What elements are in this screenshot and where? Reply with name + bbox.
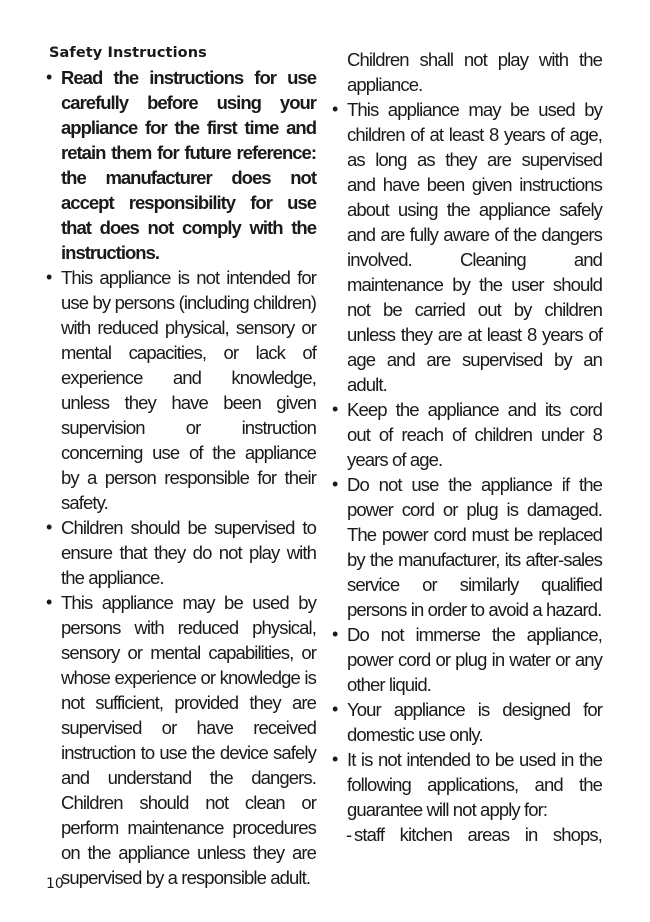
instruction-text: This appliance may be used by children of at least 8 years of age, as long as they are supervised and have been given instructions about using the appliance safely and are fully aware of the dangers involved. Cleaning and maintenance by the user should not be carried out by children unless they are at least 8 years of age and are supervised by an adult. bbox=[347, 99, 602, 395]
instruction-item-children-8-years bbox=[332, 97, 602, 397]
instruction-item-children-supervised bbox=[46, 515, 316, 590]
instruction-text: Do not use the appliance if the power cord or plug is damaged. The power cord must be replaced by the manufacturer, its after-sales service or similarly qualified persons in order to avoid a hazard. bbox=[347, 474, 602, 620]
section-heading: Safety Instructions bbox=[49, 45, 207, 61]
left-column bbox=[46, 65, 316, 890]
bullet-icon: • bbox=[46, 67, 52, 87]
bullet-icon: • bbox=[46, 517, 52, 537]
bullet-icon: • bbox=[46, 592, 52, 612]
instruction-item-do-not-immerse bbox=[332, 622, 602, 697]
bullet-icon: • bbox=[332, 749, 338, 769]
instruction-text: This appliance is not intended for use by persons (including children) with reduced physical, sensory or mental capacities, or lack of experience and knowledge, unless they have been given supervision or instruction concerning use of the appliance by a person responsible for their safety. bbox=[61, 267, 316, 513]
instruction-text: It is not intended to be used in the following applications, and the guarantee will not apply for: bbox=[347, 749, 602, 820]
instruction-item-not-intended-for-persons bbox=[46, 265, 316, 515]
instruction-text: Children should be supervised to ensure that they do not play with the appliance. bbox=[61, 517, 316, 588]
instruction-text: Read the instructions for use carefully before using your appliance for the first time and retain them for future reference: the manufacturer does not accept responsibility for use that does not comply with the instructions. bbox=[61, 67, 316, 263]
bullet-icon: • bbox=[332, 699, 338, 719]
sub-item-text: staff kitchen areas in shops, bbox=[354, 824, 602, 845]
sub-item-staff-kitchen bbox=[332, 822, 602, 847]
instruction-item-keep-out-of-reach bbox=[332, 397, 602, 472]
instruction-item-not-intended-applications bbox=[332, 747, 602, 822]
instruction-text: Keep the appliance and its cord out of reach of children under 8 years of age. bbox=[347, 399, 602, 470]
bullet-icon: • bbox=[332, 99, 338, 119]
dash-icon: - bbox=[346, 824, 352, 845]
bullet-icon: • bbox=[332, 624, 338, 644]
bullet-icon: • bbox=[332, 399, 338, 419]
right-column bbox=[332, 47, 602, 847]
instruction-item-domestic-use bbox=[332, 697, 602, 747]
instruction-item-damaged-cord bbox=[332, 472, 602, 622]
instruction-item-read-instructions bbox=[46, 65, 316, 265]
continuation-text: Children shall not play with the appliance. bbox=[347, 49, 602, 95]
bullet-icon: • bbox=[46, 267, 52, 287]
page-number: 10 bbox=[46, 876, 64, 892]
instruction-item-reduced-capabilities bbox=[46, 590, 316, 890]
instruction-text: This appliance may be used by persons with reduced physical, sensory or mental capabilities, or whose experience or knowledge is not sufficient, provided they are supervised or have received instruction to use the device safely and understand the dangers. Children should not clean or perform maintenance procedures on the appliance unless they are supervised by a responsible adult. bbox=[61, 592, 316, 888]
instruction-text: Do not immerse the appliance, power cord or plug in water or any other liquid. bbox=[347, 624, 602, 695]
instruction-text: Your appliance is designed for domestic use only. bbox=[347, 699, 602, 745]
bullet-icon: • bbox=[332, 474, 338, 494]
